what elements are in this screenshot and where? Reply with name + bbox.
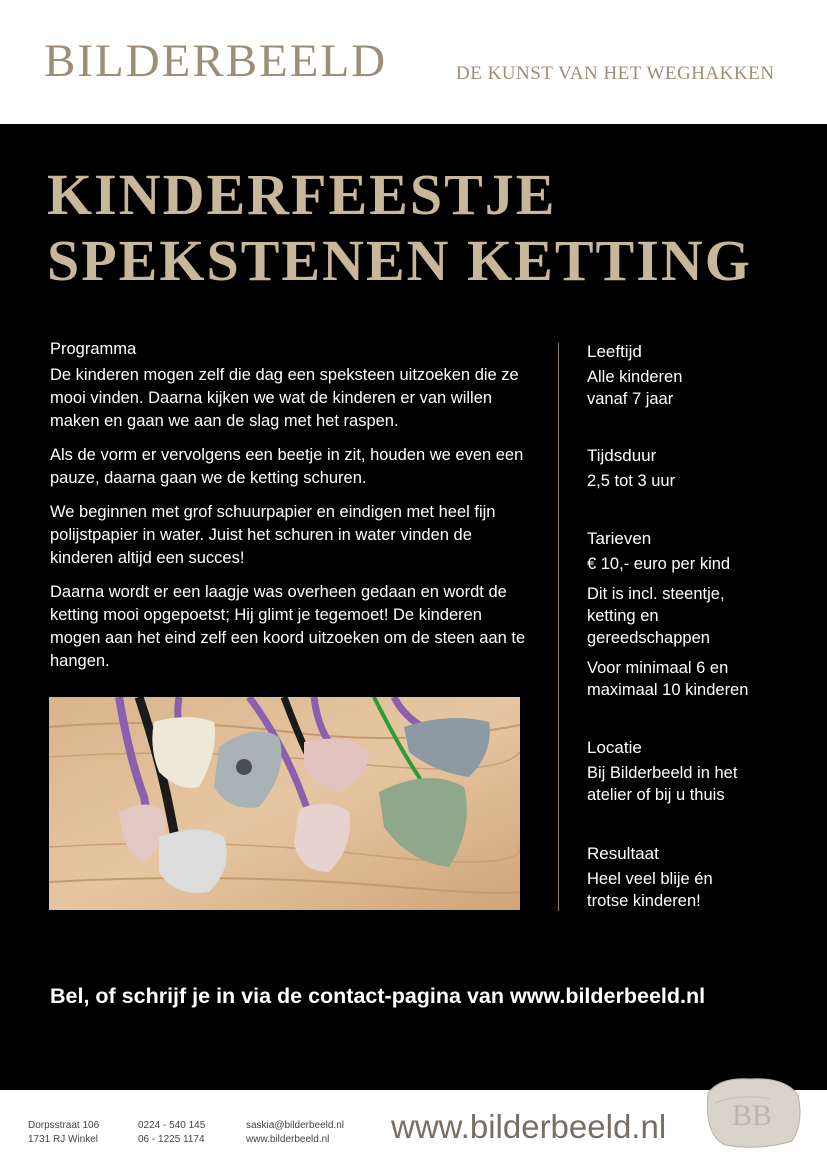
- rates-group-size: Voor minimaal 6 en maximaal 10 kinderen: [587, 659, 749, 699]
- column-divider: [558, 343, 559, 911]
- footer-phones: [138, 1119, 205, 1147]
- website-link-small[interactable]: www.bilderbeeld.nl: [246, 1134, 330, 1145]
- necklaces-photo-illustration: [49, 697, 520, 910]
- program-section: [50, 338, 530, 684]
- location-section: [587, 737, 807, 814]
- location-text: Bij Bilderbeeld in het atelier of bij u thuis: [587, 764, 738, 804]
- age-heading: Leeftijd: [587, 342, 642, 361]
- rates-includes: Dit is incl. steentje, ketting en gereedschappen: [587, 585, 725, 647]
- duration-heading: Tijdsduur: [587, 446, 657, 465]
- footer-contact: [246, 1119, 344, 1147]
- email-link[interactable]: saskia@bilderbeeld.nl: [246, 1120, 344, 1131]
- program-paragraph: Als de vorm er vervolgens een beetje in zit, houden we even een pauze, daarna gaan we de ketting schuren.: [50, 446, 524, 487]
- rates-section: [587, 528, 807, 709]
- phone-landline: 0224 - 540 145: [138, 1120, 206, 1131]
- address-street: Dorpsstraat 106: [28, 1120, 100, 1131]
- program-paragraph: Daarna wordt er een laagje was overheen gedaan en wordt de ketting mooi opgepoetst; Hij glimt je tegemoet! De kinderen mogen aan het eind zelf een koord uitzoeken om de steen aan te hangen.: [50, 583, 526, 670]
- necklaces-photo: [49, 697, 520, 910]
- address-city: 1731 RJ Winkel: [28, 1134, 99, 1145]
- brand-tagline: DE KUNST VAN HET WEGHAKKEN: [456, 63, 775, 84]
- age-section: [587, 341, 807, 418]
- result-heading: Resultaat: [587, 844, 659, 863]
- result-text: Heel veel blije én trotse kinderen!: [587, 870, 713, 910]
- stone-logo: [700, 1073, 805, 1153]
- title-line-1: KINDERFEESTJE: [47, 162, 557, 227]
- brand-logo-text: BILDERBEELD: [44, 35, 388, 87]
- website-link-large[interactable]: www.bilderbeeld.nl: [391, 1108, 667, 1145]
- page-title: [47, 162, 752, 294]
- page-header: [0, 0, 827, 124]
- title-line-2: SPEKSTENEN KETTING: [47, 228, 752, 293]
- logo-letters: BB: [731, 1099, 773, 1132]
- location-heading: Locatie: [587, 738, 642, 757]
- program-paragraph: De kinderen mogen zelf die dag een speksteen uitzoeken die ze mooi vinden. Daarna kijken we wat de kinderen er van willen maken en gaan we aan de slag met het raspen.: [50, 366, 519, 430]
- result-section: [587, 843, 807, 920]
- rates-heading: Tarieven: [587, 529, 652, 548]
- rates-price: € 10,- euro per kind: [587, 555, 731, 573]
- phone-mobile: 06 - 1225 1174: [138, 1134, 205, 1145]
- duration-section: [587, 445, 807, 500]
- age-text: Alle kinderen vanaf 7 jaar: [587, 368, 683, 408]
- duration-text: 2,5 tot 3 uur: [587, 472, 676, 490]
- program-heading: Programma: [50, 340, 137, 358]
- call-to-action: Bel, of schrijf je in via de contact-pagina van www.bilderbeeld.nl: [50, 984, 706, 1008]
- program-paragraph: We beginnen met grof schuurpapier en eindigen met heel fijn polijstpapier in water. Juist het schuren in water vinden de kinderen altijd een succes!: [50, 503, 496, 567]
- stone-logo-icon: [700, 1073, 805, 1153]
- footer-address: [28, 1119, 99, 1147]
